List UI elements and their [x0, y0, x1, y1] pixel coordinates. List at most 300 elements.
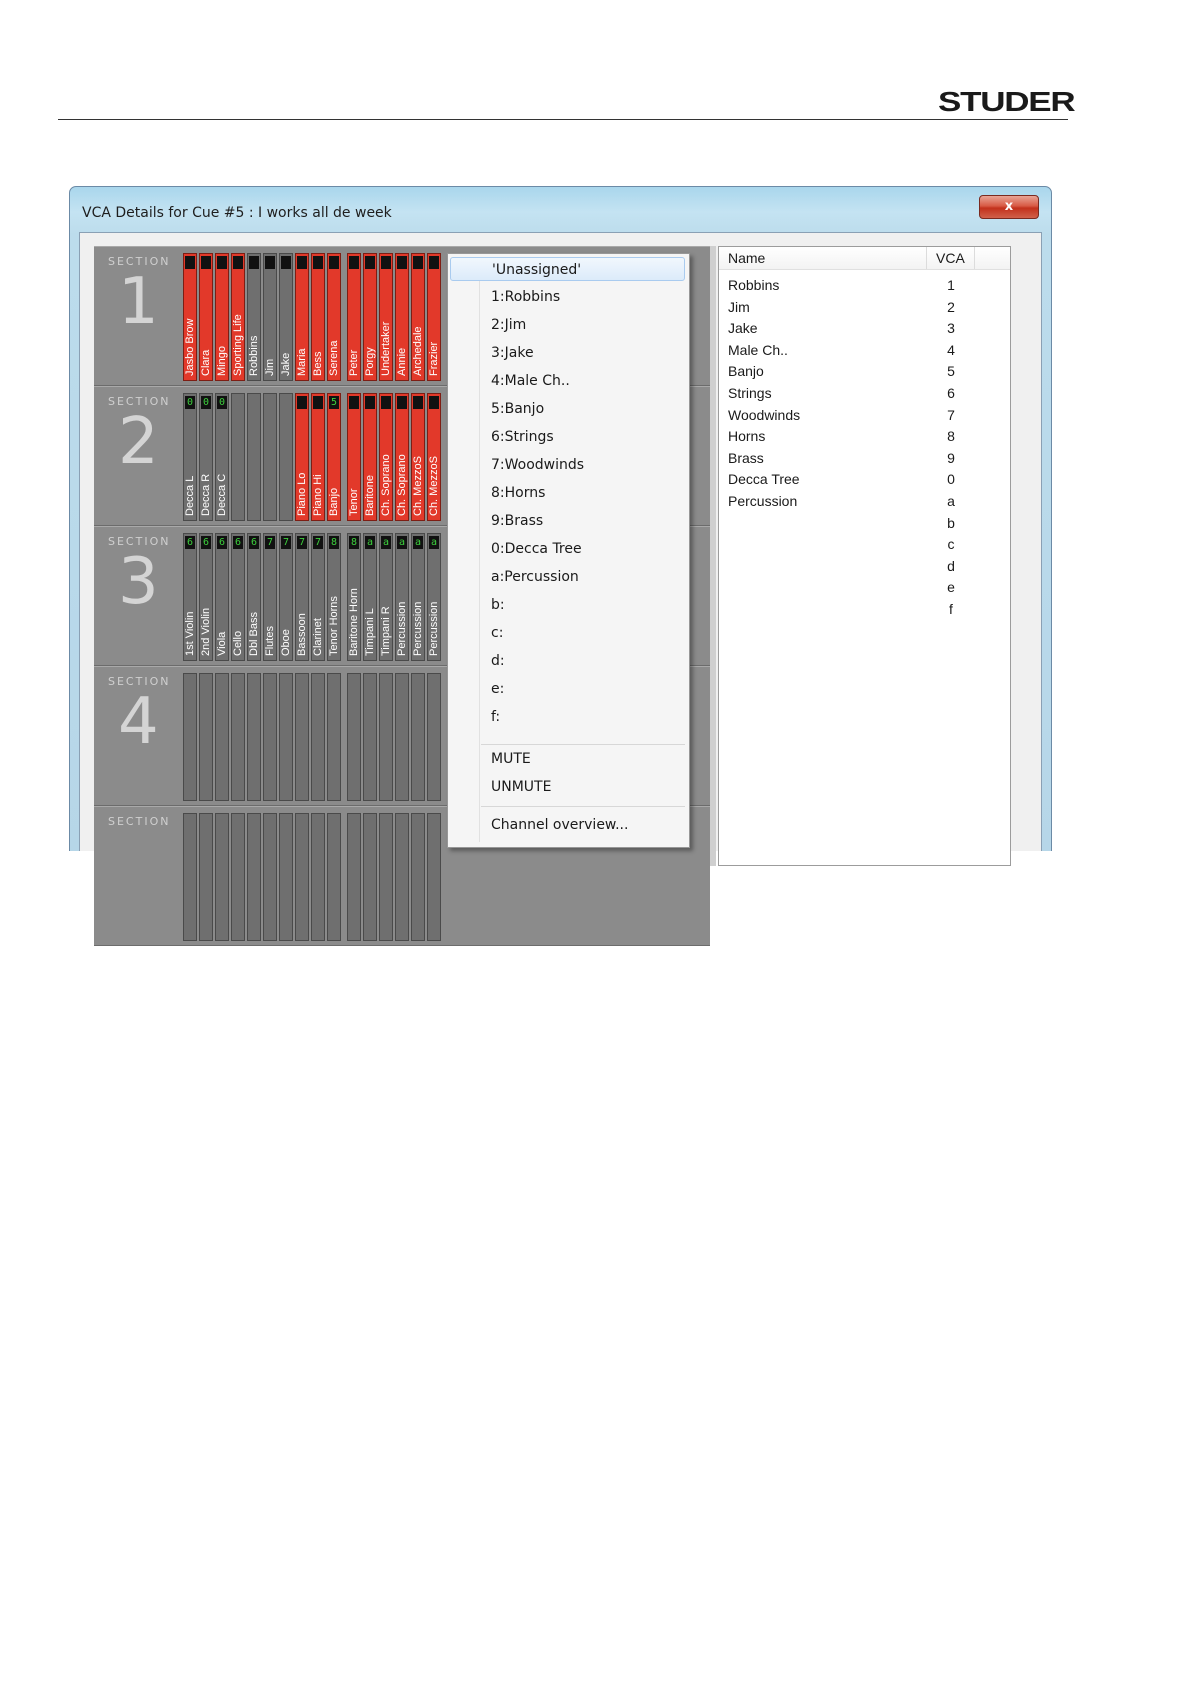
channel-name: Cello — [232, 630, 244, 656]
channel-name: Serena — [328, 340, 340, 376]
channel-strip[interactable] — [279, 393, 293, 521]
menu-item-vca[interactable] — [450, 425, 685, 449]
channel-name: Frazier — [428, 341, 440, 376]
menu-item-label: 0:Decca Tree — [491, 541, 582, 557]
channel-name-wrap — [396, 556, 408, 656]
channel-name-wrap — [264, 416, 276, 516]
channel-name-wrap — [328, 836, 340, 936]
channel-name-wrap — [380, 836, 392, 936]
channel-strip[interactable] — [279, 533, 293, 661]
channel-strip[interactable] — [295, 253, 309, 381]
channel-name-wrap — [280, 696, 292, 796]
list-row[interactable] — [719, 384, 1010, 405]
channel-strip[interactable] — [379, 533, 393, 661]
menu-item-label: 4:Male Ch.. — [491, 373, 570, 389]
channel-strip[interactable] — [327, 393, 341, 521]
menu-item-label: 8:Horns — [491, 485, 546, 501]
channel-strip[interactable] — [347, 673, 361, 801]
list-row[interactable] — [719, 319, 1010, 340]
channel-name — [328, 836, 340, 936]
channel-name: Jim — [264, 358, 276, 376]
vca-id-cell: 7 — [947, 406, 955, 423]
vca-assignment-indicator — [313, 396, 323, 409]
list-row[interactable] — [719, 341, 1010, 362]
channel-name: Ch. Soprano — [396, 454, 408, 516]
channel-name: Jasbo Brow — [184, 318, 196, 376]
channel-name — [396, 836, 408, 936]
vca-assignment-indicator — [233, 256, 243, 269]
channel-strip[interactable] — [395, 393, 409, 521]
channel-name — [328, 696, 340, 796]
section-number: 4 — [118, 685, 159, 759]
channel-name-wrap — [296, 556, 308, 656]
menu-item-label: 'Unassigned' — [492, 262, 582, 278]
channel-name-wrap — [396, 696, 408, 796]
channel-name-wrap — [184, 696, 196, 796]
vca-assignment-indicator — [365, 256, 375, 269]
vca-assignment-indicator — [281, 256, 291, 269]
channel-name — [296, 696, 308, 796]
vca-id-cell: f — [949, 601, 953, 617]
vca-id-cell: 3 — [947, 320, 955, 337]
vca-assignment-indicator: 0 — [186, 397, 194, 408]
channel-strip[interactable] — [379, 393, 393, 521]
vca-assignment-indicator — [381, 256, 391, 269]
vca-id-cell: d — [947, 557, 955, 574]
channel-strip[interactable] — [215, 533, 229, 661]
vca-assignment-indicator: 7 — [314, 537, 322, 548]
channel-strip[interactable] — [427, 533, 441, 661]
vca-name-list[interactable] — [718, 246, 1011, 866]
channel-name-wrap — [216, 276, 228, 376]
channel-name-wrap — [232, 416, 244, 516]
channel-name — [248, 836, 260, 936]
channel-name: Ch. MezzoS — [412, 456, 424, 516]
channel-name-wrap — [428, 416, 440, 516]
menu-item-label: e: — [491, 681, 505, 697]
column-header-name[interactable]: Name — [728, 250, 766, 266]
channel-strip[interactable] — [199, 533, 213, 661]
channel-name: Bassoon — [296, 613, 308, 656]
channel-name-wrap — [328, 416, 340, 516]
menu-item-vca[interactable] — [450, 649, 685, 673]
channel-name-wrap — [200, 416, 212, 516]
channel-strip[interactable] — [279, 813, 293, 941]
channel-name-wrap — [364, 836, 376, 936]
list-row[interactable] — [719, 578, 1010, 599]
channel-strip[interactable] — [411, 533, 425, 661]
list-row[interactable] — [719, 470, 1010, 491]
vca-assignment-indicator: 0 — [202, 397, 210, 408]
vca-assignment-indicator: 6 — [186, 537, 194, 548]
channel-strip[interactable] — [311, 673, 325, 801]
channel-strip[interactable] — [363, 393, 377, 521]
channel-strip[interactable] — [327, 813, 341, 941]
section-number: 1 — [118, 265, 159, 339]
channel-strip[interactable] — [311, 393, 325, 521]
list-row[interactable] — [719, 492, 1010, 513]
channel-name — [264, 416, 276, 516]
vca-assignment-indicator — [329, 256, 339, 269]
menu-item-mute[interactable] — [450, 747, 685, 771]
channel-strip[interactable] — [363, 673, 377, 801]
vca-assignment-indicator — [217, 256, 227, 269]
channel-name — [184, 836, 196, 936]
vca-assignment-indicator: 6 — [218, 537, 226, 548]
menu-item-vca[interactable] — [450, 257, 685, 281]
menu-item-vca[interactable] — [450, 341, 685, 365]
channel-strip[interactable] — [363, 533, 377, 661]
channel-name-wrap — [280, 276, 292, 376]
column-header-vca[interactable]: VCA — [936, 250, 965, 266]
channel-strip[interactable] — [411, 673, 425, 801]
menu-item-label: a:Percussion — [491, 569, 579, 585]
channel-name: Clarinet — [312, 618, 324, 656]
channel-name: Archedale — [412, 326, 424, 376]
channel-name — [232, 696, 244, 796]
channel-strip[interactable] — [215, 813, 229, 941]
channel-strip[interactable] — [427, 393, 441, 521]
channel-strip[interactable] — [395, 673, 409, 801]
list-row[interactable] — [719, 276, 1010, 297]
channel-name — [380, 836, 392, 936]
vca-assignment-indicator — [349, 256, 359, 269]
menu-item-label: 9:Brass — [491, 513, 544, 529]
vca-context-menu — [447, 253, 690, 848]
menu-item-vca[interactable] — [450, 369, 685, 393]
channel-name-wrap — [200, 276, 212, 376]
channel-name-wrap — [428, 696, 440, 796]
channel-name — [232, 416, 244, 516]
menu-item-vca[interactable] — [450, 705, 685, 729]
channel-name-wrap — [396, 276, 408, 376]
channel-strip[interactable] — [231, 813, 245, 941]
menu-item-vca[interactable] — [450, 397, 685, 421]
channel-name: Bess — [312, 351, 324, 376]
channel-strip[interactable] — [363, 253, 377, 381]
channel-name — [312, 836, 324, 936]
channel-name: Tenor Horns — [328, 596, 340, 656]
channel-strip[interactable] — [263, 533, 277, 661]
list-row[interactable] — [719, 427, 1010, 448]
channel-name: Undertaker — [380, 321, 392, 376]
menu-item-label: 3:Jake — [491, 345, 534, 361]
channel-strip[interactable] — [327, 533, 341, 661]
channel-strip[interactable] — [263, 813, 277, 941]
channel-strip[interactable] — [395, 253, 409, 381]
channel-name: Sporting Life — [232, 314, 244, 376]
channel-name: Dbl Bass — [248, 611, 260, 656]
column-divider[interactable] — [974, 247, 975, 269]
channel-name: Ch. MezzoS — [428, 456, 440, 516]
channel-strip[interactable] — [247, 813, 261, 941]
channel-name — [184, 696, 196, 796]
section-label: SECTION — [108, 255, 171, 268]
channel-name-wrap — [380, 416, 392, 516]
channel-name-wrap — [248, 836, 260, 936]
channel-name — [396, 696, 408, 796]
channel-name: Viola — [216, 631, 228, 656]
menu-item-label: c: — [491, 625, 504, 641]
menu-item-vca[interactable] — [450, 593, 685, 617]
column-divider[interactable] — [926, 247, 927, 269]
channel-strip[interactable] — [295, 533, 309, 661]
channel-name — [280, 696, 292, 796]
channel-strip[interactable] — [379, 813, 393, 941]
channel-name-wrap — [364, 276, 376, 376]
channel-name-wrap — [428, 556, 440, 656]
channel-name — [248, 416, 260, 516]
channel-name-wrap — [216, 416, 228, 516]
channel-name-wrap — [428, 276, 440, 376]
channel-name: Ch. Soprano — [380, 454, 392, 516]
vca-assignment-indicator — [201, 256, 211, 269]
channel-name-wrap — [312, 696, 324, 796]
channel-strip[interactable] — [199, 253, 213, 381]
vca-assignment-indicator: a — [366, 537, 374, 548]
menu-item-vca[interactable] — [450, 313, 685, 337]
channel-strip[interactable] — [411, 813, 425, 941]
channel-name-wrap — [328, 276, 340, 376]
channel-strip[interactable] — [215, 393, 229, 521]
channel-name — [364, 836, 376, 936]
channel-strip[interactable] — [231, 533, 245, 661]
list-row[interactable] — [719, 406, 1010, 427]
channel-name-wrap — [280, 556, 292, 656]
channel-name — [348, 836, 360, 936]
channel-strip[interactable] — [279, 673, 293, 801]
channel-name-wrap — [184, 416, 196, 516]
channel-strip[interactable] — [183, 813, 197, 941]
menu-item-label: 5:Banjo — [491, 401, 545, 417]
menu-item-channel-overview[interactable] — [450, 813, 685, 837]
channel-name-wrap — [348, 276, 360, 376]
menu-item-vca[interactable] — [450, 509, 685, 533]
menu-item-vca[interactable] — [450, 453, 685, 477]
vca-assignment-indicator: 6 — [234, 537, 242, 548]
channel-name: Clara — [200, 349, 212, 376]
channel-strip[interactable] — [199, 673, 213, 801]
channel-name: Banjo — [328, 487, 340, 516]
menu-item-label: MUTE — [491, 751, 531, 767]
channel-name-wrap — [296, 416, 308, 516]
channel-name: Baritone — [364, 475, 376, 516]
channel-name-wrap — [348, 836, 360, 936]
menu-item-unmute[interactable] — [450, 775, 685, 799]
list-row[interactable] — [719, 362, 1010, 383]
channel-strip[interactable] — [295, 813, 309, 941]
channel-strip[interactable] — [183, 393, 197, 521]
menu-item-label: f: — [491, 709, 501, 725]
vca-name-cell: Banjo — [728, 363, 764, 380]
channel-strip[interactable] — [231, 253, 245, 381]
channel-strip[interactable] — [231, 673, 245, 801]
channel-strip[interactable] — [311, 533, 325, 661]
vca-assignment-indicator: 7 — [266, 537, 274, 548]
vca-assignment-indicator: 8 — [330, 537, 338, 548]
vca-assignment-indicator: a — [382, 537, 390, 548]
channel-strip[interactable] — [263, 253, 277, 381]
channel-name: Decca C — [216, 473, 228, 516]
channel-name: 2nd Violin — [200, 607, 212, 656]
list-row[interactable] — [719, 535, 1010, 556]
menu-item-vca[interactable] — [450, 621, 685, 645]
menu-item-vca[interactable] — [450, 677, 685, 701]
channel-strip[interactable] — [183, 673, 197, 801]
channel-strip[interactable] — [215, 253, 229, 381]
vca-assignment-indicator — [297, 396, 307, 409]
list-row[interactable] — [719, 298, 1010, 319]
channel-name-wrap — [232, 556, 244, 656]
vca-assignment-indicator — [297, 256, 307, 269]
list-header — [719, 247, 1010, 270]
channel-strip[interactable] — [295, 673, 309, 801]
channel-strip[interactable] — [295, 393, 309, 521]
section-number: 2 — [118, 405, 159, 479]
channel-strip[interactable] — [247, 393, 261, 521]
vca-name-cell: Woodwinds — [728, 406, 801, 423]
vca-id-cell: b — [947, 514, 955, 531]
channel-strip[interactable] — [363, 813, 377, 941]
channel-name: Percussion — [428, 601, 440, 656]
channel-name-wrap — [248, 696, 260, 796]
channel-name-wrap — [264, 836, 276, 936]
vca-id-cell: c — [947, 536, 955, 553]
section-number: 3 — [118, 545, 159, 619]
channel-name-wrap — [396, 836, 408, 936]
channel-strip[interactable] — [183, 533, 197, 661]
channel-name: Mingo — [216, 346, 228, 376]
vca-assignment-indicator — [249, 256, 259, 269]
vca-assignment-indicator — [397, 396, 407, 409]
vca-name-cell: Male Ch.. — [728, 341, 788, 358]
vca-id-cell: 1 — [947, 277, 955, 293]
channel-strip[interactable] — [427, 253, 441, 381]
channel-name-wrap — [380, 696, 392, 796]
section-label: SECTION — [108, 395, 171, 408]
channel-name: Maria — [296, 348, 308, 376]
channel-strip[interactable] — [247, 533, 261, 661]
channel-name-wrap — [328, 556, 340, 656]
channel-name-wrap — [312, 416, 324, 516]
channel-strip[interactable] — [379, 253, 393, 381]
channel-strip[interactable] — [263, 673, 277, 801]
channel-strip[interactable] — [427, 813, 441, 941]
channel-name: Peter — [348, 349, 360, 376]
channel-name — [296, 836, 308, 936]
channel-name-wrap — [264, 556, 276, 656]
channel-strip[interactable] — [231, 393, 245, 521]
channel-name-wrap — [412, 276, 424, 376]
vca-id-cell: 4 — [947, 341, 955, 358]
list-row[interactable] — [719, 600, 1010, 621]
menu-item-label: 2:Jim — [491, 317, 527, 333]
channel-strip[interactable] — [311, 253, 325, 381]
channel-strip[interactable] — [347, 813, 361, 941]
channel-name-wrap — [280, 836, 292, 936]
channel-name-wrap — [412, 696, 424, 796]
channel-name — [428, 836, 440, 936]
vca-assignment-indicator: 8 — [350, 537, 358, 548]
channel-name-wrap — [348, 696, 360, 796]
vca-id-cell: 2 — [947, 298, 955, 315]
close-button[interactable]: x — [979, 195, 1039, 219]
menu-item-label: b: — [491, 597, 505, 613]
channel-name-wrap — [216, 696, 228, 796]
channel-name-wrap — [328, 696, 340, 796]
channel-strip[interactable] — [183, 253, 197, 381]
channel-strip[interactable] — [411, 393, 425, 521]
channel-name-wrap — [428, 836, 440, 936]
list-row[interactable] — [719, 557, 1010, 578]
channel-strip[interactable] — [411, 253, 425, 381]
channel-name-wrap — [364, 696, 376, 796]
vca-name-cell: Horns — [728, 428, 766, 445]
menu-item-label: 6:Strings — [491, 429, 554, 445]
channel-strip[interactable] — [379, 673, 393, 801]
section-label: SECTION — [108, 675, 171, 688]
list-row[interactable] — [719, 449, 1010, 470]
menu-item-vca[interactable] — [450, 285, 685, 309]
vca-assignment-indicator — [265, 256, 275, 269]
channel-name — [428, 696, 440, 796]
channel-strip[interactable] — [347, 393, 361, 521]
menu-item-vca[interactable] — [450, 537, 685, 561]
channel-name: Piano Lo — [296, 472, 308, 516]
channel-name: Decca R — [200, 473, 212, 516]
vca-id-cell: 0 — [947, 471, 955, 488]
channel-strip[interactable] — [347, 253, 361, 381]
channel-strip[interactable] — [199, 393, 213, 521]
channel-name-wrap — [364, 556, 376, 656]
channel-strip[interactable] — [311, 813, 325, 941]
channel-name-wrap — [364, 416, 376, 516]
vca-assignment-indicator — [397, 256, 407, 269]
channel-strip[interactable] — [427, 673, 441, 801]
channel-strip[interactable] — [327, 673, 341, 801]
channel-name-wrap — [232, 696, 244, 796]
channel-strip[interactable] — [395, 813, 409, 941]
channel-strip[interactable] — [199, 813, 213, 941]
vca-name-cell: Brass — [728, 449, 764, 466]
vca-assignment-indicator: a — [398, 537, 406, 548]
studer-logo: STUDER — [938, 86, 1075, 117]
channel-strip[interactable] — [247, 253, 261, 381]
vca-id-cell: a — [947, 493, 955, 509]
list-row[interactable] — [719, 514, 1010, 535]
vca-assignment-indicator: 6 — [202, 537, 210, 548]
channel-strip[interactable] — [327, 253, 341, 381]
channel-name — [280, 836, 292, 936]
channel-name-wrap — [264, 696, 276, 796]
channel-strip[interactable] — [263, 393, 277, 521]
channel-strip[interactable] — [395, 533, 409, 661]
vca-name-cell: Robbins — [728, 277, 780, 293]
menu-item-vca[interactable] — [450, 565, 685, 589]
channel-name — [280, 416, 292, 516]
channel-strip[interactable] — [247, 673, 261, 801]
channel-name-wrap — [248, 276, 260, 376]
channel-strip[interactable] — [215, 673, 229, 801]
section-label: SECTION — [108, 815, 171, 828]
header-rule — [58, 119, 1068, 120]
channel-name-wrap — [412, 556, 424, 656]
menu-item-vca[interactable] — [450, 481, 685, 505]
channel-strip[interactable] — [347, 533, 361, 661]
channel-name — [380, 696, 392, 796]
channel-name: Oboe — [280, 629, 292, 656]
channel-strip[interactable] — [279, 253, 293, 381]
